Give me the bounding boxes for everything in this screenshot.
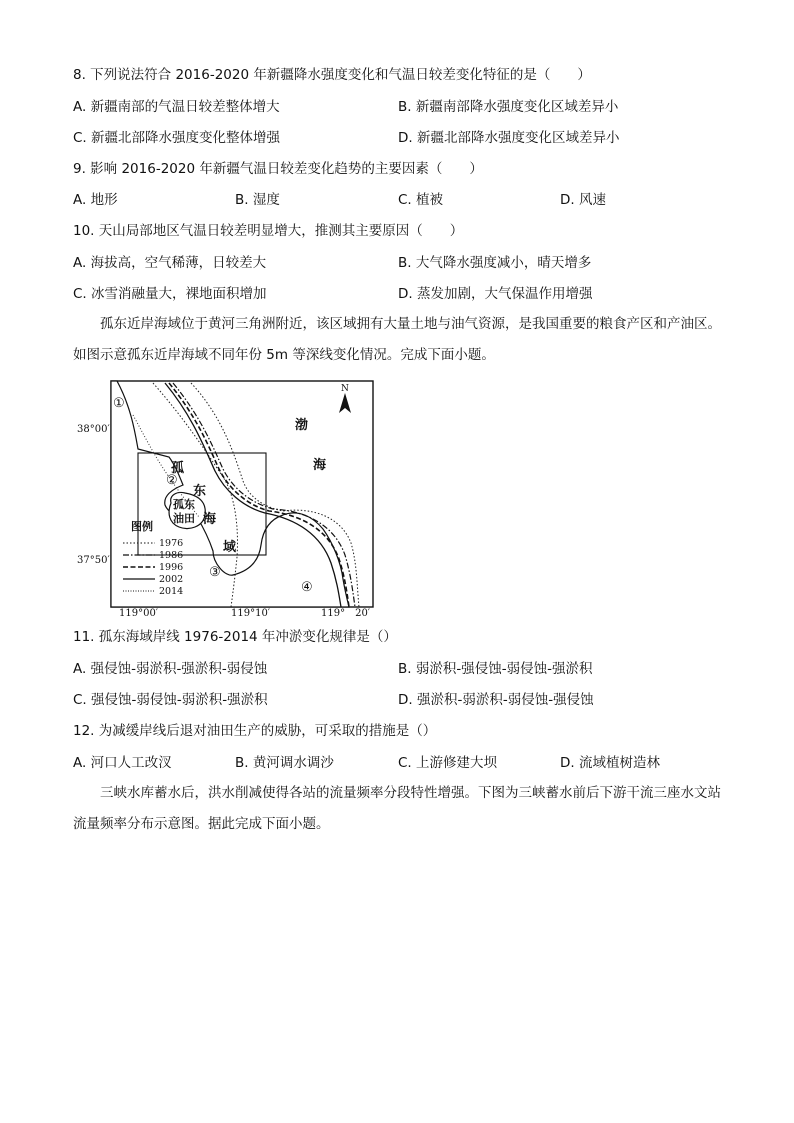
gudong-isobath-map [73,377,383,617]
question-9-stem: 9. 影响 2016-2020 年新疆气温日较差变化趋势的主要因素（ ） [73,161,483,177]
question-8-stem: 8. 下列说法符合 2016-2020 年新疆降水强度变化和气温日较差变化特征的是（ ） [73,67,591,83]
question-12-stem: 12. 为减缓岸线后退对油田生产的威胁，可采取的措施是（） [73,723,437,739]
question-12-option-d: D. 流域植树造林 [560,755,660,771]
question-10-option-b: B. 大气降水强度减小，晴天增多 [398,255,592,271]
question-8-option-a: A. 新疆南部的气温日较差整体增大 [73,99,280,115]
sea-label-hai: 海 [313,458,327,473]
north-label: N [341,384,349,394]
legend-label-2014: 2014 [159,586,184,597]
marker-4: ④ [301,580,313,595]
question-12-option-c: C. 上游修建大坝 [398,755,498,771]
marker-1: ① [113,396,125,411]
area-label-gu: 孤 [171,461,185,476]
question-9-option-a: A. 地形 [73,192,118,208]
lon-label-119-00: 119°00′ [119,608,159,617]
question-9-option-b: B. 湿度 [235,192,280,208]
area-label-hai: 海 [203,512,217,527]
lon-label-119-10: 119°10′ [231,608,271,617]
marker-3: ③ [209,565,221,580]
oilfield-label-line1: 孤东 [173,498,195,511]
question-11-stem: 11. 孤东海域岸线 1976-2014 年冲淤变化规律是（） [73,629,397,645]
legend-label-2002: 2002 [159,574,184,585]
question-10-option-d: D. 蒸发加剧，大气保温作用增强 [398,286,593,302]
legend-title: 图例 [131,520,153,533]
area-label-yu: 域 [223,540,237,555]
question-10-option-a: A. 海拔高，空气稀薄，日较差大 [73,255,267,271]
question-11-option-c: C. 强侵蚀-弱侵蚀-弱淤积-强淤积 [73,692,268,708]
oilfield-label-line2: 油田 [173,512,195,525]
question-11-option-b: B. 弱淤积-强侵蚀-弱侵蚀-强淤积 [398,661,593,677]
question-8-option-b: B. 新疆南部降水强度变化区域差异小 [398,99,619,115]
legend-label-1976: 1976 [159,538,184,549]
question-9-option-d: D. 风速 [560,192,606,208]
question-8-option-d: D. 新疆北部降水强度变化区域差异小 [398,130,620,146]
passage-gudong: 孤东近岸海域位于黄河三角洲附近，该区域拥有大量土地与油气资源，是我国重要的粮食产区和产油区。如图示意孤东近岸海域不同年份 5m 等深线变化情况。完成下面小题。 [73,316,721,363]
sea-label-bo: 渤 [295,418,309,433]
lat-label-38-00: 38°00′ [77,424,110,435]
question-11-option-d: D. 强淤积-弱淤积-弱侵蚀-强侵蚀 [398,692,594,708]
question-12-option-a: A. 河口人工改汊 [73,755,172,771]
question-11-option-a: A. 强侵蚀-弱淤积-强淤积-弱侵蚀 [73,661,268,677]
passage-three-gorges: 三峡水库蓄水后，洪水削减使得各站的流量频率分段特性增强。下图为三峡蓄水前后下游干流三座水文站流量频率分布示意图。据此完成下面小题。 [73,785,721,832]
marker-2: ② [166,473,178,488]
lat-label-37-50: 37°50′ [77,555,110,566]
legend-label-1986: 1986 [159,550,184,561]
question-8-option-c: C. 新疆北部降水强度变化整体增强 [73,130,281,146]
legend-label-1996: 1996 [159,562,184,573]
area-label-dong: 东 [193,484,207,499]
question-9-option-c: C. 植被 [398,192,444,208]
lon-label-119-20: 119° 20′ [321,608,371,617]
question-10-option-c: C. 冰雪消融量大，裸地面积增加 [73,286,267,302]
question-10-stem: 10. 天山局部地区气温日较差明显增大，推测其主要原因（ ） [73,223,464,239]
question-12-option-b: B. 黄河调水调沙 [235,755,334,771]
